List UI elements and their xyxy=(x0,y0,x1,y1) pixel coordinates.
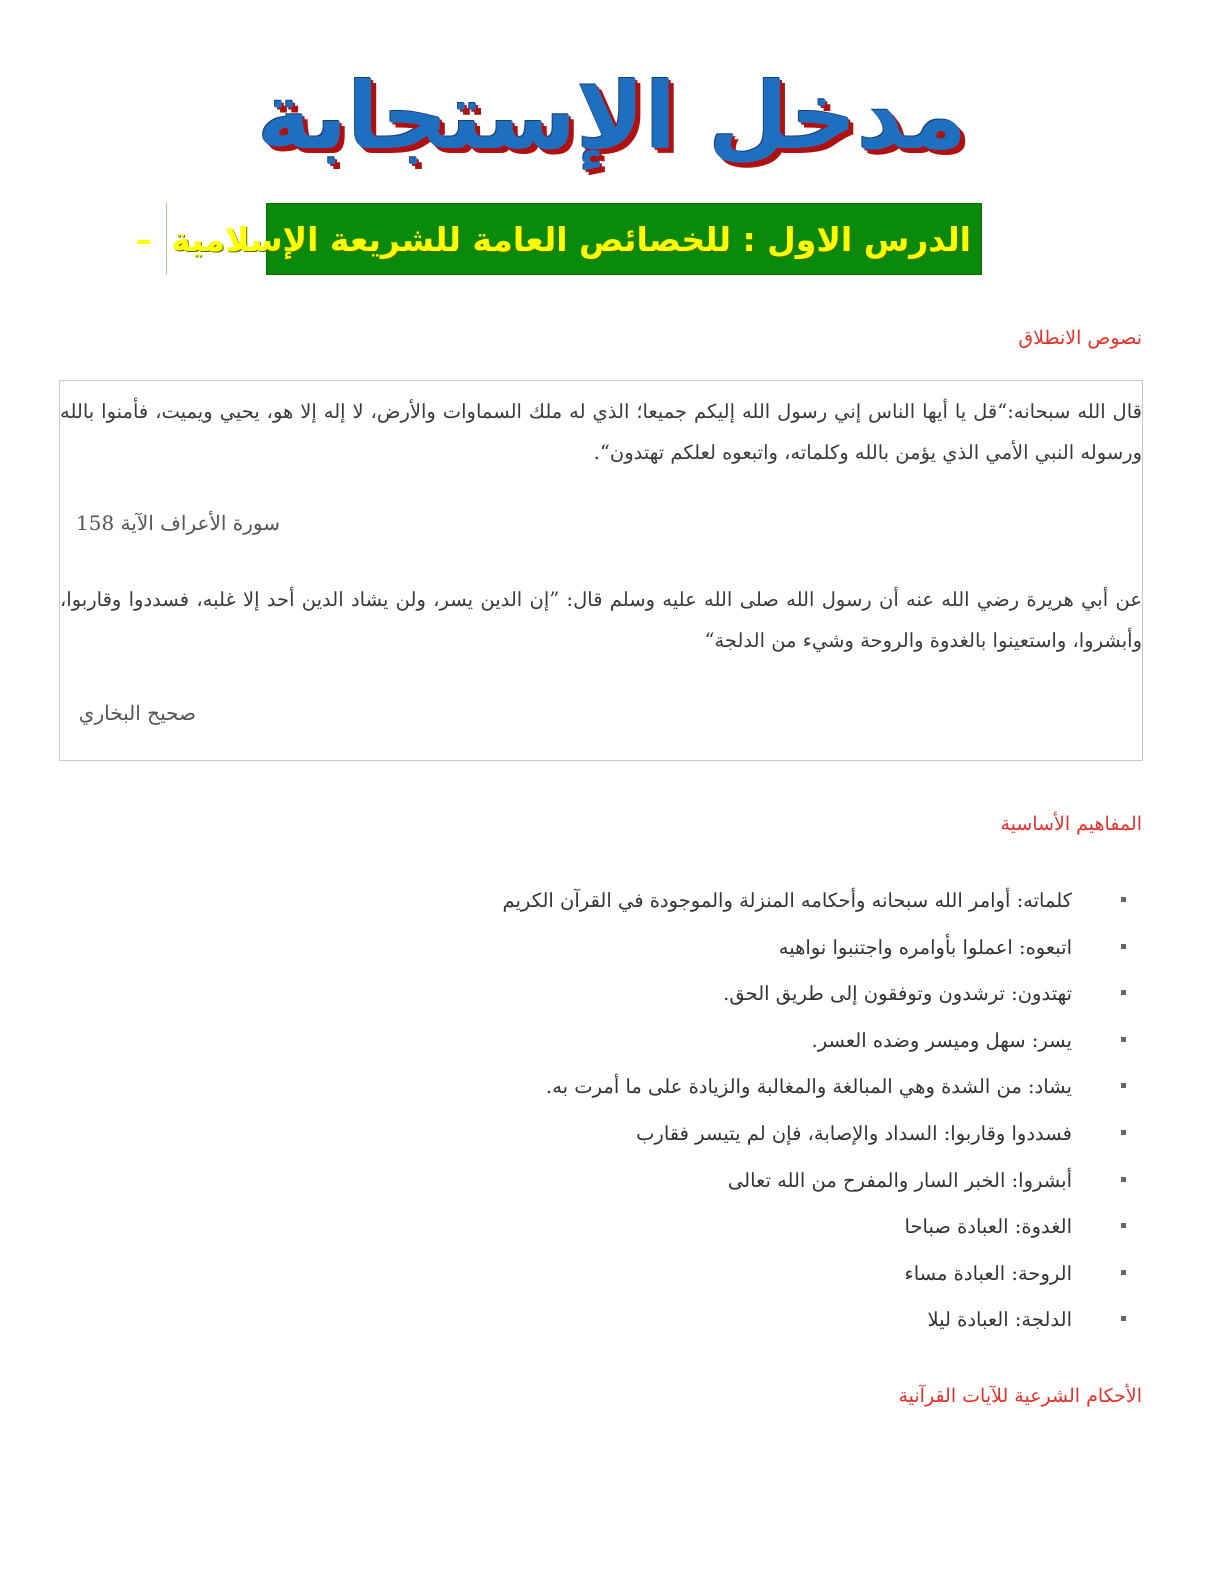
bullet-icon xyxy=(1121,944,1126,949)
list-item xyxy=(503,1204,1072,1251)
bullet-icon xyxy=(1121,1270,1126,1275)
starting-texts-heading: نصوص الانطلاق xyxy=(1018,327,1142,349)
list-item xyxy=(503,1018,1072,1065)
bullet-icon xyxy=(1121,1316,1126,1321)
lesson-title-frame xyxy=(166,203,981,275)
verse-citation: سورة الأعراف الآية 158 xyxy=(76,511,280,535)
list-item xyxy=(503,878,1072,925)
list-item xyxy=(503,1158,1072,1205)
lesson-title-banner xyxy=(135,203,982,275)
bullet-icon xyxy=(1121,1223,1126,1228)
concept-text: تهتدون: ترشدون وتوفقون إلى طريق الحق. xyxy=(723,982,1072,1006)
concepts-list xyxy=(503,878,1072,1344)
rulings-heading: الأحكام الشرعية للآيات القرآنية xyxy=(898,1385,1142,1407)
bullet-icon xyxy=(1121,897,1126,902)
list-item xyxy=(503,1251,1072,1298)
bullet-icon xyxy=(1121,1130,1126,1135)
quran-verse-text: قال الله سبحانه:“قل يا أيها الناس إني رسول الله إليكم جميعا؛ الذي له ملك السماوات والأرض، لا إله إلا هو، يحيي ويميت، فأمنوا بالله ورسوله النبي الأمي الذي يؤمن بالله وكلماته، واتبعوه لعلكم تهتدون“. xyxy=(60,400,1142,464)
concept-text: يسر: سهل وميسر وضده العسر. xyxy=(811,1028,1072,1052)
hadith-text: عن أبي هريرة رضي الله عنه أن رسول الله صلى الله عليه وسلم قال: ”إن الدين يسر، ولن يشاد الدين أحد إلا غلبه، فسددوا وقاربوا، وأبشروا، واستعينوا بالغدوة والروحة وشيء من الدلجة“ xyxy=(60,588,1142,652)
list-item xyxy=(503,971,1072,1018)
bullet-icon xyxy=(1121,990,1126,995)
concept-text: أبشروا: الخبر السار والمفرح من الله تعالى xyxy=(727,1168,1072,1192)
concept-text: الروحة: العبادة مساء xyxy=(904,1261,1072,1285)
hadith-citation: صحيح البخاري xyxy=(78,701,196,725)
basic-concepts-heading: المفاهيم الأساسية xyxy=(1000,813,1142,835)
list-item xyxy=(503,925,1072,972)
page-title: مدخل الإستجابة xyxy=(257,63,967,170)
lesson-title-text: الدرس الاول : للخصائص العامة للشريعة الإسلامية xyxy=(171,219,971,259)
concept-text: يشاد: من الشدة وهي المبالغة والمغالبة والزيادة على ما أمرت به. xyxy=(546,1075,1072,1099)
list-item xyxy=(503,1111,1072,1158)
bullet-icon xyxy=(1121,1037,1126,1042)
list-item xyxy=(503,1064,1072,1111)
bullet-icon xyxy=(1121,1177,1126,1182)
concept-text: كلماته: أوامر الله سبحانه وأحكامه المنزلة والموجودة في القرآن الكريم xyxy=(502,889,1072,912)
concept-text: الغدوة: العبادة صباحا xyxy=(904,1215,1072,1239)
concept-text: الدلجة: العبادة ليلا xyxy=(927,1308,1072,1332)
list-item xyxy=(503,1297,1072,1344)
bullet-icon xyxy=(1121,1083,1126,1088)
lesson-title-dash: – xyxy=(135,219,153,259)
concept-text: فسددوا وقاربوا: السداد والإصابة، فإن لم يتيسر فقارب xyxy=(636,1121,1072,1145)
concept-text: اتبعوه: اعملوا بأوامره واجتنبوا نواهيه xyxy=(778,935,1072,959)
starting-texts-box xyxy=(59,380,1143,761)
